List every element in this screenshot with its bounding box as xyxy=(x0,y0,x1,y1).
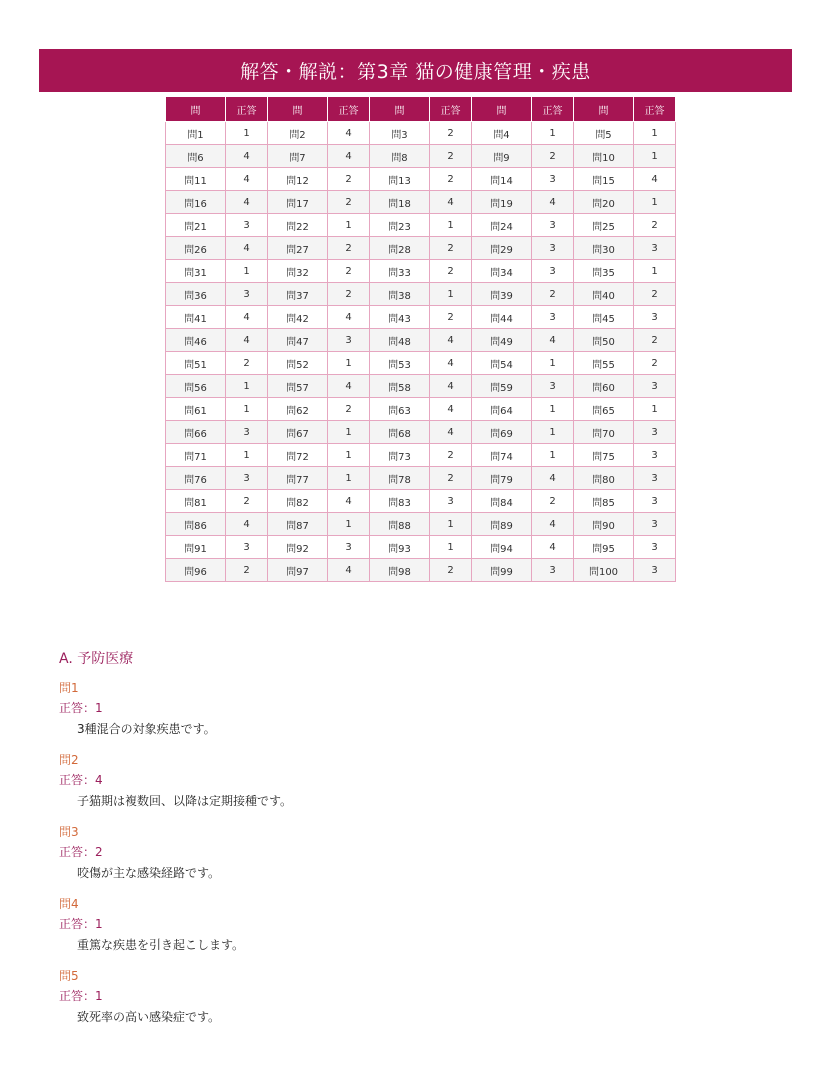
explanation-text: 子猫期は複数回、以降は定期接種です。 xyxy=(77,794,293,808)
answer-cell: 2 xyxy=(430,306,472,329)
question-cell: 問52 xyxy=(268,352,328,375)
question-cell: 問62 xyxy=(268,398,328,421)
table-row xyxy=(166,352,676,375)
answer-cell: 4 xyxy=(532,513,574,536)
answer-table xyxy=(165,96,676,582)
table-row xyxy=(166,237,676,260)
question-cell: 問66 xyxy=(166,421,226,444)
answer-cell: 1 xyxy=(328,352,370,375)
question-cell: 問51 xyxy=(166,352,226,375)
answer-cell: 2 xyxy=(328,260,370,283)
question-cell: 問1 xyxy=(166,122,226,145)
answer-cell: 3 xyxy=(226,421,268,444)
question-cell: 問93 xyxy=(370,536,430,559)
question-cell: 問82 xyxy=(268,490,328,513)
answer-cell: 4 xyxy=(532,467,574,490)
qa-item xyxy=(59,896,779,955)
answer-cell: 1 xyxy=(430,536,472,559)
question-cell: 問78 xyxy=(370,467,430,490)
answer-cell: 4 xyxy=(532,191,574,214)
question-cell: 問17 xyxy=(268,191,328,214)
question-cell: 問64 xyxy=(472,398,532,421)
question-cell: 問50 xyxy=(574,329,634,352)
qa-item xyxy=(59,680,779,739)
table-row xyxy=(166,306,676,329)
question-cell: 問79 xyxy=(472,467,532,490)
answer-cell: 1 xyxy=(226,260,268,283)
question-cell: 問71 xyxy=(166,444,226,467)
question-cell: 問44 xyxy=(472,306,532,329)
answer-cell: 3 xyxy=(532,237,574,260)
answer-cell: 1 xyxy=(328,513,370,536)
table-row xyxy=(166,490,676,513)
table-row xyxy=(166,421,676,444)
answer-cell: 2 xyxy=(328,168,370,191)
table-row xyxy=(166,559,676,582)
question-cell: 問29 xyxy=(472,237,532,260)
answer-cell: 3 xyxy=(226,214,268,237)
question-cell: 問25 xyxy=(574,214,634,237)
answer-cell: 2 xyxy=(430,467,472,490)
question-cell: 問33 xyxy=(370,260,430,283)
answer-cell: 4 xyxy=(226,168,268,191)
section-title: A. 予防医療 xyxy=(59,651,134,667)
question-cell: 問53 xyxy=(370,352,430,375)
answer-cell: 1 xyxy=(634,145,676,168)
question-cell: 問58 xyxy=(370,375,430,398)
question-cell: 問87 xyxy=(268,513,328,536)
question-cell: 問70 xyxy=(574,421,634,444)
answer-cell: 4 xyxy=(226,237,268,260)
answer-cell: 2 xyxy=(430,122,472,145)
table-row xyxy=(166,467,676,490)
answer-cell: 2 xyxy=(430,237,472,260)
answer-cell: 4 xyxy=(430,329,472,352)
answer-cell: 4 xyxy=(328,306,370,329)
answer-cell: 4 xyxy=(226,329,268,352)
question-cell: 問67 xyxy=(268,421,328,444)
question-cell: 問10 xyxy=(574,145,634,168)
question-number: 問3 xyxy=(59,825,79,839)
answer-cell: 1 xyxy=(328,421,370,444)
question-cell: 問16 xyxy=(166,191,226,214)
answer-cell: 1 xyxy=(328,214,370,237)
question-cell: 問88 xyxy=(370,513,430,536)
answer-cell: 1 xyxy=(226,375,268,398)
table-row xyxy=(166,513,676,536)
table-row xyxy=(166,191,676,214)
answer-cell: 4 xyxy=(430,398,472,421)
question-cell: 問46 xyxy=(166,329,226,352)
answer-cell: 2 xyxy=(532,145,574,168)
explanation-text: 致死率の高い感染症です。 xyxy=(77,1010,221,1024)
answer-cell: 4 xyxy=(226,145,268,168)
answer-cell: 4 xyxy=(532,329,574,352)
table-row xyxy=(166,122,676,145)
question-cell: 問5 xyxy=(574,122,634,145)
question-cell: 問55 xyxy=(574,352,634,375)
question-cell: 問69 xyxy=(472,421,532,444)
question-cell: 問47 xyxy=(268,329,328,352)
answer-cell: 4 xyxy=(226,191,268,214)
question-cell: 問15 xyxy=(574,168,634,191)
question-number: 問1 xyxy=(59,681,79,695)
question-cell: 問76 xyxy=(166,467,226,490)
answer-cell: 1 xyxy=(226,122,268,145)
table-body xyxy=(166,122,676,582)
answer-cell: 1 xyxy=(532,421,574,444)
table-row xyxy=(166,375,676,398)
answer-cell: 2 xyxy=(430,559,472,582)
question-cell: 問80 xyxy=(574,467,634,490)
question-cell: 問9 xyxy=(472,145,532,168)
answer-cell: 2 xyxy=(226,559,268,582)
answer-cell: 2 xyxy=(226,490,268,513)
question-cell: 問37 xyxy=(268,283,328,306)
qa-item xyxy=(59,752,779,811)
question-cell: 問45 xyxy=(574,306,634,329)
question-cell: 問59 xyxy=(472,375,532,398)
question-cell: 問89 xyxy=(472,513,532,536)
answer-cell: 2 xyxy=(634,329,676,352)
answer-cell: 1 xyxy=(634,191,676,214)
header-answer: 正答 xyxy=(634,97,676,122)
question-cell: 問24 xyxy=(472,214,532,237)
answer-cell: 2 xyxy=(328,237,370,260)
question-cell: 問85 xyxy=(574,490,634,513)
question-cell: 問63 xyxy=(370,398,430,421)
answer-cell: 1 xyxy=(532,122,574,145)
header-question: 問 xyxy=(472,97,532,122)
question-cell: 問84 xyxy=(472,490,532,513)
table-header-row xyxy=(166,97,676,122)
question-cell: 問43 xyxy=(370,306,430,329)
question-cell: 問56 xyxy=(166,375,226,398)
question-cell: 問97 xyxy=(268,559,328,582)
table-row xyxy=(166,214,676,237)
question-cell: 問27 xyxy=(268,237,328,260)
answer-cell: 3 xyxy=(532,168,574,191)
question-cell: 問36 xyxy=(166,283,226,306)
answer-cell: 1 xyxy=(328,467,370,490)
answer-cell: 2 xyxy=(634,214,676,237)
answer-cell: 1 xyxy=(532,444,574,467)
answer-cell: 1 xyxy=(634,122,676,145)
answer-cell: 1 xyxy=(430,214,472,237)
explanation-text: 3種混合の対象疾患です。 xyxy=(77,722,216,736)
question-cell: 問96 xyxy=(166,559,226,582)
question-cell: 問8 xyxy=(370,145,430,168)
question-cell: 問34 xyxy=(472,260,532,283)
question-cell: 問81 xyxy=(166,490,226,513)
explanation-section xyxy=(59,648,779,1040)
question-cell: 問95 xyxy=(574,536,634,559)
correct-answer: 正答：1 xyxy=(59,917,103,931)
question-cell: 問86 xyxy=(166,513,226,536)
question-cell: 問11 xyxy=(166,168,226,191)
answer-cell: 3 xyxy=(532,214,574,237)
question-cell: 問39 xyxy=(472,283,532,306)
answer-cell: 2 xyxy=(532,283,574,306)
answer-cell: 2 xyxy=(634,352,676,375)
question-cell: 問68 xyxy=(370,421,430,444)
header-question: 問 xyxy=(370,97,430,122)
answer-cell: 4 xyxy=(226,513,268,536)
answer-cell: 2 xyxy=(328,283,370,306)
question-cell: 問35 xyxy=(574,260,634,283)
answer-cell: 2 xyxy=(532,490,574,513)
question-cell: 問100 xyxy=(574,559,634,582)
header-answer: 正答 xyxy=(226,97,268,122)
question-cell: 問13 xyxy=(370,168,430,191)
correct-answer: 正答：1 xyxy=(59,989,103,1003)
question-cell: 問23 xyxy=(370,214,430,237)
answer-cell: 4 xyxy=(634,168,676,191)
answer-cell: 3 xyxy=(532,375,574,398)
answer-cell: 4 xyxy=(430,375,472,398)
answer-cell: 4 xyxy=(532,536,574,559)
answer-cell: 3 xyxy=(634,536,676,559)
question-cell: 問83 xyxy=(370,490,430,513)
answer-cell: 2 xyxy=(430,145,472,168)
question-cell: 問31 xyxy=(166,260,226,283)
table-row xyxy=(166,168,676,191)
answer-cell: 3 xyxy=(328,329,370,352)
answer-cell: 3 xyxy=(532,260,574,283)
question-number: 問5 xyxy=(59,969,79,983)
question-cell: 問28 xyxy=(370,237,430,260)
question-cell: 問61 xyxy=(166,398,226,421)
answer-cell: 2 xyxy=(328,398,370,421)
question-cell: 問77 xyxy=(268,467,328,490)
answer-cell: 1 xyxy=(226,398,268,421)
answer-cell: 4 xyxy=(430,421,472,444)
answer-cell: 4 xyxy=(328,375,370,398)
question-cell: 問12 xyxy=(268,168,328,191)
answer-cell: 1 xyxy=(634,398,676,421)
answer-cell: 3 xyxy=(634,306,676,329)
question-cell: 問40 xyxy=(574,283,634,306)
answer-cell: 3 xyxy=(634,513,676,536)
answer-cell: 4 xyxy=(328,559,370,582)
correct-answer: 正答：4 xyxy=(59,773,103,787)
table-row xyxy=(166,329,676,352)
answer-cell: 3 xyxy=(634,559,676,582)
page-title: 解答・解説：第3章 猫の健康管理・疾患 xyxy=(39,49,792,92)
question-cell: 問21 xyxy=(166,214,226,237)
answer-cell: 2 xyxy=(328,191,370,214)
table-row xyxy=(166,398,676,421)
question-cell: 問6 xyxy=(166,145,226,168)
question-cell: 問20 xyxy=(574,191,634,214)
answer-cell: 4 xyxy=(328,145,370,168)
correct-answer: 正答：1 xyxy=(59,701,103,715)
question-cell: 問57 xyxy=(268,375,328,398)
question-cell: 問90 xyxy=(574,513,634,536)
answer-cell: 2 xyxy=(634,283,676,306)
correct-answer: 正答：2 xyxy=(59,845,103,859)
question-cell: 問91 xyxy=(166,536,226,559)
table-row xyxy=(166,536,676,559)
qa-item xyxy=(59,824,779,883)
answer-cell: 3 xyxy=(532,559,574,582)
question-cell: 問98 xyxy=(370,559,430,582)
answer-cell: 4 xyxy=(328,122,370,145)
header-answer: 正答 xyxy=(328,97,370,122)
answer-cell: 1 xyxy=(226,444,268,467)
question-number: 問2 xyxy=(59,753,79,767)
question-cell: 問14 xyxy=(472,168,532,191)
question-cell: 問54 xyxy=(472,352,532,375)
question-cell: 問3 xyxy=(370,122,430,145)
answer-cell: 2 xyxy=(226,352,268,375)
question-cell: 問72 xyxy=(268,444,328,467)
answer-cell: 3 xyxy=(634,490,676,513)
qa-item xyxy=(59,968,779,1027)
question-cell: 問48 xyxy=(370,329,430,352)
question-cell: 問74 xyxy=(472,444,532,467)
answer-cell: 4 xyxy=(430,352,472,375)
question-cell: 問30 xyxy=(574,237,634,260)
answer-cell: 1 xyxy=(634,260,676,283)
question-cell: 問92 xyxy=(268,536,328,559)
table-row xyxy=(166,444,676,467)
table-row xyxy=(166,260,676,283)
answer-cell: 2 xyxy=(430,260,472,283)
question-cell: 問94 xyxy=(472,536,532,559)
answer-cell: 1 xyxy=(532,398,574,421)
question-cell: 問73 xyxy=(370,444,430,467)
header-question: 問 xyxy=(574,97,634,122)
answer-cell: 1 xyxy=(328,444,370,467)
answer-cell: 3 xyxy=(634,467,676,490)
question-cell: 問99 xyxy=(472,559,532,582)
question-cell: 問19 xyxy=(472,191,532,214)
question-cell: 問60 xyxy=(574,375,634,398)
answer-cell: 3 xyxy=(328,536,370,559)
header-answer: 正答 xyxy=(532,97,574,122)
answer-cell: 3 xyxy=(634,375,676,398)
explanation-text: 重篤な疾患を引き起こします。 xyxy=(77,938,245,952)
question-cell: 問32 xyxy=(268,260,328,283)
answer-cell: 2 xyxy=(430,168,472,191)
answer-cell: 3 xyxy=(226,283,268,306)
question-cell: 問22 xyxy=(268,214,328,237)
answer-cell: 4 xyxy=(430,191,472,214)
answer-cell: 4 xyxy=(328,490,370,513)
explanation-text: 咬傷が主な感染経路です。 xyxy=(77,866,221,880)
header-question: 問 xyxy=(166,97,226,122)
question-cell: 問41 xyxy=(166,306,226,329)
question-cell: 問2 xyxy=(268,122,328,145)
answer-cell: 1 xyxy=(532,352,574,375)
question-cell: 問18 xyxy=(370,191,430,214)
header-question: 問 xyxy=(268,97,328,122)
answer-cell: 3 xyxy=(634,444,676,467)
answer-cell: 2 xyxy=(430,444,472,467)
table-row xyxy=(166,145,676,168)
question-cell: 問42 xyxy=(268,306,328,329)
answer-cell: 3 xyxy=(634,421,676,444)
answer-cell: 4 xyxy=(226,306,268,329)
answer-cell: 3 xyxy=(226,536,268,559)
question-cell: 問65 xyxy=(574,398,634,421)
answer-cell: 1 xyxy=(430,513,472,536)
question-cell: 問75 xyxy=(574,444,634,467)
question-number: 問4 xyxy=(59,897,79,911)
answer-cell: 3 xyxy=(532,306,574,329)
question-cell: 問4 xyxy=(472,122,532,145)
table-row xyxy=(166,283,676,306)
question-cell: 問26 xyxy=(166,237,226,260)
header-answer: 正答 xyxy=(430,97,472,122)
answer-cell: 3 xyxy=(226,467,268,490)
question-cell: 問49 xyxy=(472,329,532,352)
answer-cell: 1 xyxy=(430,283,472,306)
answer-cell: 3 xyxy=(430,490,472,513)
question-cell: 問38 xyxy=(370,283,430,306)
question-cell: 問7 xyxy=(268,145,328,168)
answer-cell: 3 xyxy=(634,237,676,260)
